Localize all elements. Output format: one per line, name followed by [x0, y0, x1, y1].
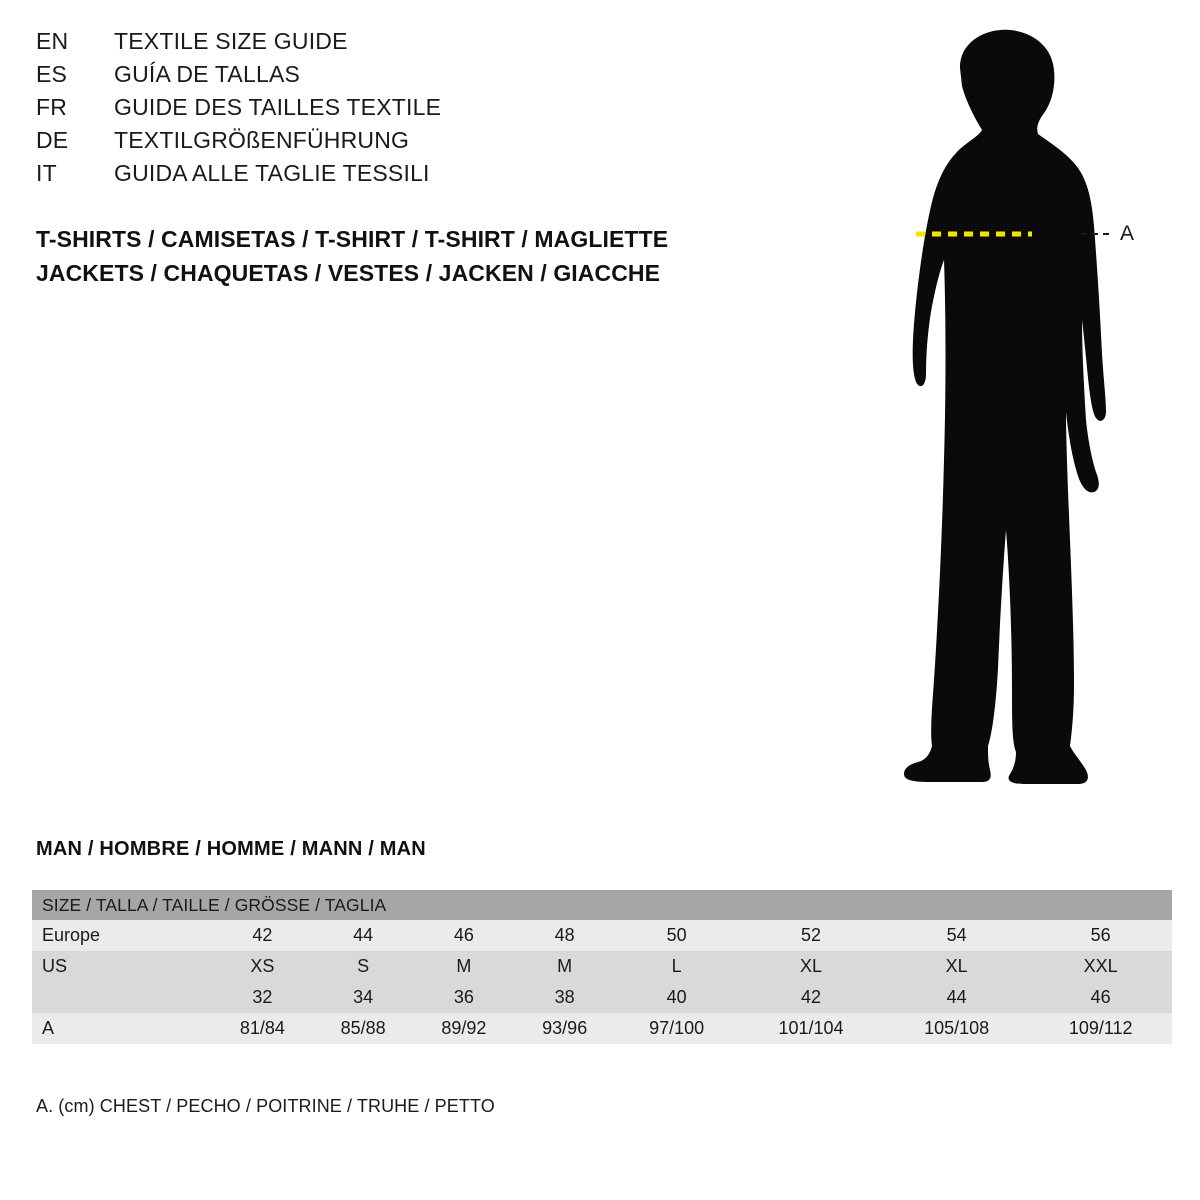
language-code-fr: FR — [36, 94, 68, 120]
language-text-en: TEXTILE SIZE GUIDE — [114, 28, 348, 54]
size-table — [32, 890, 1172, 1044]
language-row-en — [36, 28, 756, 61]
table-header-label: SIZE / TALLA / TAILLE / GRÖSSE / TAGLIA — [32, 890, 1172, 920]
cell-a-3: 89/92 — [414, 1013, 515, 1044]
table-row — [32, 1013, 1172, 1044]
table-row — [32, 951, 1172, 982]
row-label-us: US — [32, 951, 212, 982]
cell-numeric-8: 46 — [1029, 982, 1172, 1013]
cell-numeric-2: 34 — [313, 982, 414, 1013]
category-tshirts: T-SHIRTS / CAMISETAS / T-SHIRT / T-SHIRT / MAGLIETTE — [36, 226, 669, 252]
row-label-europe: Europe — [32, 920, 212, 951]
language-code-de: DE — [36, 127, 69, 153]
cell-us-2: S — [313, 951, 414, 982]
cell-numeric-3: 36 — [414, 982, 515, 1013]
section-title-man: MAN / HOMBRE / HOMME / MANN / MAN — [36, 838, 426, 860]
cell-us-3: M — [414, 951, 515, 982]
silhouette-svg — [820, 20, 1180, 800]
language-text-fr: GUIDE DES TAILLES TEXTILE — [114, 94, 442, 120]
table-row — [32, 920, 1172, 951]
garment-categories — [36, 222, 796, 290]
cell-numeric-1: 32 — [212, 982, 313, 1013]
cell-numeric-5: 40 — [615, 982, 738, 1013]
table-row — [32, 982, 1172, 1013]
cell-europe-3: 46 — [414, 920, 515, 951]
cell-europe-7: 54 — [884, 920, 1030, 951]
cell-us-7: XL — [884, 951, 1030, 982]
cell-a-8: 109/112 — [1029, 1013, 1172, 1044]
cell-us-8: XXL — [1029, 951, 1172, 982]
language-code-es: ES — [36, 61, 68, 87]
table-footnote: A. (cm) CHEST / PECHO / POITRINE / TRUHE / PETTO — [36, 1096, 495, 1116]
table-header-row — [32, 890, 1172, 920]
language-row-de — [36, 127, 756, 160]
cell-europe-1: 42 — [212, 920, 313, 951]
language-list — [36, 28, 756, 193]
male-silhouette-figure — [820, 20, 1180, 800]
cell-us-1: XS — [212, 951, 313, 982]
language-text-es: GUÍA DE TALLAS — [114, 61, 301, 87]
language-row-es — [36, 61, 756, 94]
measure-label-a: A — [1120, 222, 1135, 245]
row-label-numeric — [32, 982, 212, 1013]
language-code-en: EN — [36, 28, 69, 54]
cell-a-2: 85/88 — [313, 1013, 414, 1044]
cell-europe-4: 48 — [514, 920, 615, 951]
cell-us-4: M — [514, 951, 615, 982]
cell-europe-6: 52 — [738, 920, 884, 951]
cell-a-6: 101/104 — [738, 1013, 884, 1044]
cell-a-4: 93/96 — [514, 1013, 615, 1044]
cell-us-6: XL — [738, 951, 884, 982]
cell-numeric-4: 38 — [514, 982, 615, 1013]
row-label-a: A — [32, 1013, 212, 1044]
cell-a-7: 105/108 — [884, 1013, 1030, 1044]
cell-numeric-7: 44 — [884, 982, 1030, 1013]
cell-europe-5: 50 — [615, 920, 738, 951]
cell-a-1: 81/84 — [212, 1013, 313, 1044]
language-row-it — [36, 160, 756, 193]
language-text-it: GUIDA ALLE TAGLIE TESSILI — [114, 160, 430, 186]
language-code-it: IT — [36, 160, 57, 186]
cell-europe-2: 44 — [313, 920, 414, 951]
category-jackets: JACKETS / CHAQUETAS / VESTES / JACKEN / GIACCHE — [36, 260, 661, 286]
measure-leader-line — [1081, 233, 1111, 235]
cell-a-5: 97/100 — [615, 1013, 738, 1044]
cell-europe-8: 56 — [1029, 920, 1172, 951]
cell-us-5: L — [615, 951, 738, 982]
cell-numeric-6: 42 — [738, 982, 884, 1013]
language-text-de: TEXTILGRÖßENFÜHRUNG — [114, 127, 410, 153]
language-row-fr — [36, 94, 756, 127]
